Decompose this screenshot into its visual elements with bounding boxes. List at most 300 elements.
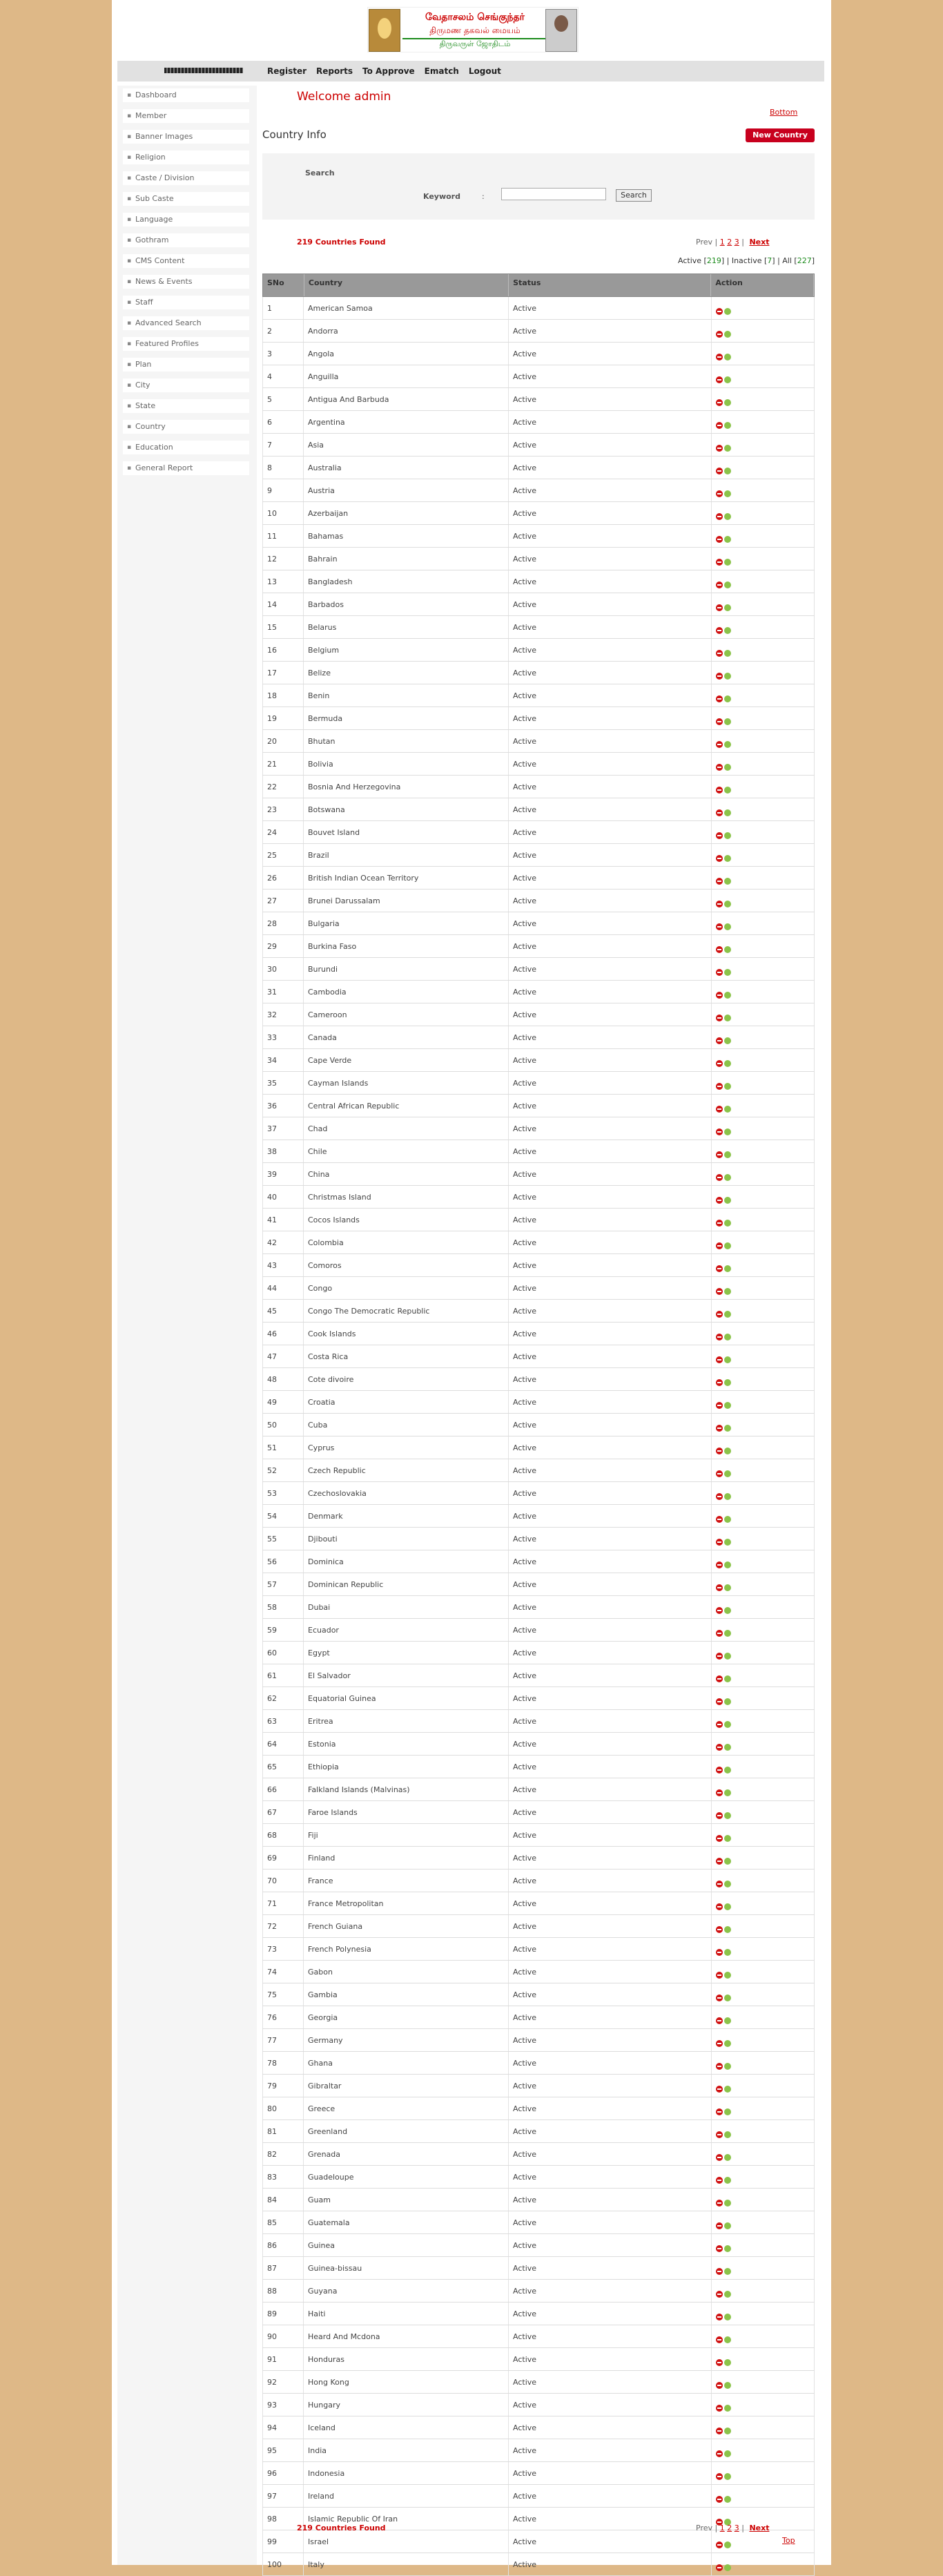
delete-icon[interactable] <box>716 2040 723 2047</box>
delete-icon[interactable] <box>716 1881 723 1887</box>
status-toggle-icon[interactable] <box>724 809 731 816</box>
status-toggle-icon[interactable] <box>724 650 731 657</box>
status-toggle-icon[interactable] <box>724 1584 731 1591</box>
status-toggle-icon[interactable] <box>724 559 731 566</box>
status-toggle-icon[interactable] <box>724 1083 731 1090</box>
sidebar-link[interactable]: ▪ Country <box>123 420 249 434</box>
status-toggle-icon[interactable] <box>724 1493 731 1500</box>
status-toggle-icon[interactable] <box>724 2200 731 2207</box>
top-link[interactable]: Top <box>782 2536 795 2545</box>
delete-icon[interactable] <box>716 2359 723 2366</box>
delete-icon[interactable] <box>716 809 723 816</box>
nav-register[interactable]: Register <box>267 66 307 76</box>
delete-icon[interactable] <box>716 1516 723 1523</box>
bottom-link[interactable]: Bottom <box>770 108 798 117</box>
delete-icon[interactable] <box>716 1812 723 1819</box>
status-toggle-icon[interactable] <box>724 718 731 725</box>
sidebar-link[interactable]: ▪ General Report <box>123 461 249 475</box>
status-filter <box>634 256 815 265</box>
filter-inactive-label[interactable]: ] | Inactive [ <box>721 256 768 265</box>
status-toggle-icon[interactable] <box>724 331 731 338</box>
cell-action <box>712 776 815 798</box>
delete-icon[interactable] <box>716 2268 723 2275</box>
sidebar-link[interactable]: ▪ Staff <box>123 296 249 309</box>
delete-icon[interactable] <box>716 2473 723 2480</box>
status-toggle-icon[interactable] <box>724 2154 731 2161</box>
delete-icon[interactable] <box>716 969 723 976</box>
sidebar-link[interactable]: ▪ Sub Caste <box>123 192 249 206</box>
delete-icon[interactable] <box>716 1015 723 1021</box>
cell-country: Egypt <box>304 1642 509 1664</box>
delete-icon[interactable] <box>716 354 723 361</box>
sidebar-link[interactable]: ▪ Language <box>123 213 249 227</box>
status-toggle-icon[interactable] <box>724 1881 731 1887</box>
cell-status: Active <box>509 411 712 433</box>
pager-next[interactable]: Next <box>749 238 770 247</box>
pager-next[interactable]: Next <box>749 2524 770 2532</box>
delete-icon[interactable] <box>716 718 723 725</box>
status-toggle-icon[interactable] <box>724 2131 731 2138</box>
delete-icon[interactable] <box>716 1584 723 1591</box>
pager-page-1[interactable]: 1 <box>719 2524 725 2532</box>
delete-icon[interactable] <box>716 650 723 657</box>
cell-country: Indonesia <box>304 2462 509 2484</box>
delete-icon[interactable] <box>716 2496 723 2503</box>
cell-country: Bosnia And Herzegovina <box>304 776 509 798</box>
delete-icon[interactable] <box>716 2405 723 2412</box>
status-toggle-icon[interactable] <box>724 1995 731 2001</box>
status-toggle-icon[interactable] <box>724 878 731 885</box>
table-row <box>262 1938 815 1961</box>
sidebar-link[interactable]: ▪ Education <box>123 441 249 454</box>
status-toggle-icon[interactable] <box>724 2291 731 2298</box>
status-toggle-icon[interactable] <box>724 1539 731 1546</box>
delete-icon[interactable] <box>716 1926 723 1933</box>
sidebar-link[interactable]: ▪ Featured Profiles <box>123 337 249 351</box>
status-toggle-icon[interactable] <box>724 1607 731 1614</box>
cell-sno: 55 <box>262 1528 304 1550</box>
status-toggle-icon[interactable] <box>724 1220 731 1227</box>
sidebar-link[interactable]: ▪ Gothram <box>123 233 249 247</box>
status-toggle-icon[interactable] <box>724 1721 731 1728</box>
delete-icon[interactable] <box>716 2245 723 2252</box>
delete-icon[interactable] <box>716 581 723 588</box>
delete-icon[interactable] <box>716 1242 723 1249</box>
delete-icon[interactable] <box>716 604 723 611</box>
delete-icon[interactable] <box>716 376 723 383</box>
nav-to-approve[interactable]: To Approve <box>362 66 415 76</box>
keyword-input[interactable] <box>501 188 606 200</box>
cell-sno: 42 <box>262 1231 304 1253</box>
status-toggle-icon[interactable] <box>724 1265 731 1272</box>
status-toggle-icon[interactable] <box>724 1356 731 1363</box>
delete-icon[interactable] <box>716 1174 723 1181</box>
cell-action <box>712 2143 815 2165</box>
cell-country: Denmark <box>304 1505 509 1527</box>
status-toggle-icon[interactable] <box>724 354 731 361</box>
status-toggle-icon[interactable] <box>724 2314 731 2320</box>
status-toggle-icon[interactable] <box>724 969 731 976</box>
status-toggle-icon[interactable] <box>724 946 731 953</box>
pager-page-2[interactable]: 2 <box>727 2524 732 2532</box>
status-toggle-icon[interactable] <box>724 1060 731 1067</box>
delete-icon[interactable] <box>716 1675 723 1682</box>
delete-icon[interactable] <box>716 2177 723 2184</box>
status-toggle-icon[interactable] <box>724 1470 731 1477</box>
site-logo[interactable] <box>367 7 579 52</box>
status-toggle-icon[interactable] <box>724 1926 731 1933</box>
nav-ematch[interactable]: Ematch <box>424 66 459 76</box>
table-row <box>262 1847 815 1869</box>
cell-action <box>712 1710 815 1732</box>
status-toggle-icon[interactable] <box>724 399 731 406</box>
delete-icon[interactable] <box>716 1334 723 1340</box>
delete-icon[interactable] <box>716 2131 723 2138</box>
delete-icon[interactable] <box>716 1493 723 1500</box>
status-toggle-icon[interactable] <box>724 2473 731 2480</box>
status-toggle-icon[interactable] <box>724 1949 731 1956</box>
status-toggle-icon[interactable] <box>724 1835 731 1842</box>
status-toggle-icon[interactable] <box>724 1630 731 1637</box>
status-toggle-icon[interactable] <box>724 2359 731 2366</box>
status-toggle-icon[interactable] <box>724 2108 731 2115</box>
status-toggle-icon[interactable] <box>724 2017 731 2024</box>
delete-icon[interactable] <box>716 1379 723 1386</box>
cell-sno: 74 <box>262 1961 304 1983</box>
delete-icon[interactable] <box>716 1311 723 1318</box>
delete-icon[interactable] <box>716 946 723 953</box>
delete-icon[interactable] <box>716 1402 723 1409</box>
cell-action <box>712 1026 815 1048</box>
sidebar-link[interactable]: ▪ State <box>123 399 249 413</box>
status-toggle-icon[interactable] <box>724 741 731 748</box>
delete-icon[interactable] <box>716 741 723 748</box>
sidebar-link[interactable]: ▪ Caste / Division <box>123 171 249 185</box>
delete-icon[interactable] <box>716 923 723 930</box>
delete-icon[interactable] <box>716 1539 723 1546</box>
delete-icon[interactable] <box>716 1789 723 1796</box>
cell-sno: 78 <box>262 2052 304 2074</box>
delete-icon[interactable] <box>716 2428 723 2434</box>
delete-icon[interactable] <box>716 468 723 474</box>
status-toggle-icon[interactable] <box>724 2382 731 2389</box>
delete-icon[interactable] <box>716 2108 723 2115</box>
cell-status: Active <box>509 1573 712 1595</box>
delete-icon[interactable] <box>716 627 723 634</box>
status-toggle-icon[interactable] <box>724 2496 731 2503</box>
delete-icon[interactable] <box>716 1197 723 1204</box>
delete-icon[interactable] <box>716 992 723 999</box>
cell-status: Active <box>509 1710 712 1732</box>
cell-action <box>712 2553 815 2575</box>
status-toggle-icon[interactable] <box>724 490 731 497</box>
cell-status: Active <box>509 1505 712 1527</box>
status-toggle-icon[interactable] <box>724 1242 731 1249</box>
delete-icon[interactable] <box>716 1128 723 1135</box>
status-toggle-icon[interactable] <box>724 1106 731 1113</box>
status-toggle-icon[interactable] <box>724 1767 731 1774</box>
status-toggle-icon[interactable] <box>724 1675 731 1682</box>
delete-icon[interactable] <box>716 1037 723 1044</box>
status-toggle-icon[interactable] <box>724 2086 731 2093</box>
delete-icon[interactable] <box>716 1470 723 1477</box>
delete-icon[interactable] <box>716 1220 723 1227</box>
table-row <box>262 1961 815 1983</box>
delete-icon[interactable] <box>716 1288 723 1295</box>
status-toggle-icon[interactable] <box>724 2222 731 2229</box>
delete-icon[interactable] <box>716 1949 723 1956</box>
sidebar-link[interactable]: ▪ Banner Images <box>123 130 249 144</box>
status-toggle-icon[interactable] <box>724 1311 731 1318</box>
delete-icon[interactable] <box>716 901 723 907</box>
delete-icon[interactable] <box>716 1721 723 1728</box>
sidebar-link[interactable]: ▪ Advanced Search <box>123 316 249 330</box>
delete-icon[interactable] <box>716 673 723 680</box>
cell-status: Active <box>509 365 712 387</box>
status-toggle-icon[interactable] <box>724 764 731 771</box>
delete-icon[interactable] <box>716 1106 723 1113</box>
delete-icon[interactable] <box>716 1744 723 1751</box>
sidebar-link[interactable]: ▪ Dashboard <box>123 88 249 102</box>
pager-page-3[interactable]: 3 <box>734 238 739 247</box>
cell-sno: 92 <box>262 2371 304 2393</box>
pager-page-1[interactable]: 1 <box>719 238 725 247</box>
delete-icon[interactable] <box>716 2222 723 2229</box>
delete-icon[interactable] <box>716 308 723 315</box>
delete-icon[interactable] <box>716 2564 723 2571</box>
delete-icon[interactable] <box>716 1607 723 1614</box>
status-toggle-icon[interactable] <box>724 1334 731 1340</box>
cell-action <box>712 684 815 707</box>
delete-icon[interactable] <box>716 764 723 771</box>
table-row <box>262 2006 815 2029</box>
delete-icon[interactable] <box>716 2200 723 2207</box>
table-row <box>262 2234 815 2257</box>
status-toggle-icon[interactable] <box>724 1448 731 1454</box>
sidebar-link[interactable]: ▪ Plan <box>123 358 249 372</box>
status-toggle-icon[interactable] <box>724 2564 731 2571</box>
status-toggle-icon[interactable] <box>724 1128 731 1135</box>
search-heading: Search <box>305 169 335 177</box>
status-toggle-icon[interactable] <box>724 581 731 588</box>
cell-status: Active <box>509 890 712 912</box>
delete-icon[interactable] <box>716 1903 723 1910</box>
status-toggle-icon[interactable] <box>724 536 731 543</box>
delete-icon[interactable] <box>716 1083 723 1090</box>
cell-status: Active <box>509 1049 712 1071</box>
cell-country: Israel <box>304 2530 509 2553</box>
sidebar-link[interactable]: ▪ CMS Content <box>123 254 249 268</box>
delete-icon[interactable] <box>716 331 723 338</box>
delete-icon[interactable] <box>716 422 723 429</box>
delete-icon[interactable] <box>716 2450 723 2457</box>
delete-icon[interactable] <box>716 2314 723 2320</box>
delete-icon[interactable] <box>716 2086 723 2093</box>
status-toggle-icon[interactable] <box>724 2177 731 2184</box>
delete-icon[interactable] <box>716 2382 723 2389</box>
sidebar-link[interactable]: ▪ Religion <box>123 151 249 164</box>
table-row <box>262 1573 815 1596</box>
cell-action <box>712 912 815 934</box>
cell-status: Active <box>509 2280 712 2302</box>
delete-icon[interactable] <box>716 2154 723 2161</box>
status-toggle-icon[interactable] <box>724 604 731 611</box>
search-button[interactable]: Search <box>616 189 652 202</box>
status-toggle-icon[interactable] <box>724 2450 731 2457</box>
cell-sno: 45 <box>262 1300 304 1322</box>
status-toggle-icon[interactable] <box>724 855 731 862</box>
delete-icon[interactable] <box>716 855 723 862</box>
delete-icon[interactable] <box>716 832 723 839</box>
delete-icon[interactable] <box>716 2291 723 2298</box>
delete-icon[interactable] <box>716 1265 723 1272</box>
status-toggle-icon[interactable] <box>724 2268 731 2275</box>
status-toggle-icon[interactable] <box>724 673 731 680</box>
status-toggle-icon[interactable] <box>724 923 731 930</box>
status-toggle-icon[interactable] <box>724 787 731 794</box>
delete-icon[interactable] <box>716 490 723 497</box>
status-toggle-icon[interactable] <box>724 1698 731 1705</box>
sidebar-link[interactable]: ▪ Member <box>123 109 249 123</box>
cell-action <box>712 593 815 615</box>
status-toggle-icon[interactable] <box>724 1972 731 1979</box>
delete-icon[interactable] <box>716 1653 723 1660</box>
delete-icon[interactable] <box>716 1448 723 1454</box>
filter-active-label[interactable]: Active [ <box>678 256 707 265</box>
status-toggle-icon[interactable] <box>724 1561 731 1568</box>
status-toggle-icon[interactable] <box>724 695 731 702</box>
delete-icon[interactable] <box>716 787 723 794</box>
status-toggle-icon[interactable] <box>724 832 731 839</box>
status-toggle-icon[interactable] <box>724 1379 731 1386</box>
delete-icon[interactable] <box>716 1835 723 1842</box>
cell-sno: 23 <box>262 798 304 820</box>
cell-country: Benin <box>304 684 509 707</box>
delete-icon[interactable] <box>716 445 723 452</box>
status-toggle-icon[interactable] <box>724 1425 731 1432</box>
status-toggle-icon[interactable] <box>724 2063 731 2070</box>
country-table <box>262 273 815 2576</box>
new-country-button[interactable]: New Country <box>746 128 815 142</box>
status-toggle-icon[interactable] <box>724 376 731 383</box>
status-toggle-icon[interactable] <box>724 1903 731 1910</box>
nav-logout[interactable]: Logout <box>468 66 501 76</box>
status-toggle-icon[interactable] <box>724 2405 731 2412</box>
delete-icon[interactable] <box>716 399 723 406</box>
status-toggle-icon[interactable] <box>724 1151 731 1158</box>
status-toggle-icon[interactable] <box>724 1858 731 1865</box>
cell-status: Active <box>509 753 712 775</box>
delete-icon[interactable] <box>716 1060 723 1067</box>
status-toggle-icon[interactable] <box>724 992 731 999</box>
status-toggle-icon[interactable] <box>724 1015 731 1021</box>
status-toggle-icon[interactable] <box>724 1653 731 1660</box>
cell-action <box>712 1778 815 1800</box>
status-toggle-icon[interactable] <box>724 1516 731 1523</box>
status-toggle-icon[interactable] <box>724 1744 731 1751</box>
cell-sno: 51 <box>262 1436 304 1459</box>
delete-icon[interactable] <box>716 1151 723 1158</box>
cell-sno: 84 <box>262 2189 304 2211</box>
cell-country: Hungary <box>304 2394 509 2416</box>
cell-action <box>712 1186 815 1208</box>
delete-icon[interactable] <box>716 1972 723 1979</box>
cell-sno: 83 <box>262 2166 304 2188</box>
cell-status: Active <box>509 1140 712 1162</box>
cell-action <box>712 1459 815 1481</box>
status-toggle-icon[interactable] <box>724 1197 731 1204</box>
delete-icon[interactable] <box>716 1767 723 1774</box>
table-row <box>262 570 815 593</box>
countries-found-bottom: 219 Countries Found <box>297 2524 386 2532</box>
status-toggle-icon[interactable] <box>724 627 731 634</box>
welcome-message: Welcome admin <box>297 90 391 104</box>
delete-icon[interactable] <box>716 513 723 520</box>
delete-icon[interactable] <box>716 1995 723 2001</box>
cell-status: Active <box>509 297 712 319</box>
status-toggle-icon[interactable] <box>724 1174 731 1181</box>
cell-country: Anguilla <box>304 365 509 387</box>
status-toggle-icon[interactable] <box>724 2428 731 2434</box>
cell-action <box>712 2257 815 2279</box>
status-toggle-icon[interactable] <box>724 1789 731 1796</box>
delete-icon[interactable] <box>716 1356 723 1363</box>
filter-all-label[interactable]: ] | All [ <box>772 256 797 265</box>
sidebar-link[interactable]: ▪ News & Events <box>123 275 249 289</box>
status-toggle-icon[interactable] <box>724 422 731 429</box>
status-toggle-icon[interactable] <box>724 2040 731 2047</box>
delete-icon[interactable] <box>716 878 723 885</box>
delete-icon[interactable] <box>716 695 723 702</box>
cell-sno: 15 <box>262 616 304 638</box>
delete-icon[interactable] <box>716 559 723 566</box>
status-toggle-icon[interactable] <box>724 1037 731 1044</box>
sidebar-link[interactable]: ▪ City <box>123 378 249 392</box>
delete-icon[interactable] <box>716 1561 723 1568</box>
delete-icon[interactable] <box>716 2336 723 2343</box>
cell-status: Active <box>509 1026 712 1048</box>
status-toggle-icon[interactable] <box>724 1402 731 1409</box>
status-toggle-icon[interactable] <box>724 1288 731 1295</box>
status-toggle-icon[interactable] <box>724 468 731 474</box>
pager-page-2[interactable]: 2 <box>727 238 732 247</box>
delete-icon[interactable] <box>716 1698 723 1705</box>
nav-reports[interactable]: Reports <box>316 66 353 76</box>
cell-action <box>712 1596 815 1618</box>
delete-icon[interactable] <box>716 2063 723 2070</box>
status-toggle-icon[interactable] <box>724 1812 731 1819</box>
delete-icon[interactable] <box>716 1858 723 1865</box>
cell-sno: 22 <box>262 776 304 798</box>
cell-action <box>712 935 815 957</box>
delete-icon[interactable] <box>716 536 723 543</box>
status-toggle-icon[interactable] <box>724 308 731 315</box>
status-toggle-icon[interactable] <box>724 901 731 907</box>
cell-country: Burkina Faso <box>304 935 509 957</box>
cell-status: Active <box>509 1254 712 1276</box>
delete-icon[interactable] <box>716 2017 723 2024</box>
cell-sno: 19 <box>262 707 304 729</box>
pager-page-3[interactable]: 3 <box>734 2524 739 2532</box>
delete-icon[interactable] <box>716 1425 723 1432</box>
status-toggle-icon[interactable] <box>724 513 731 520</box>
status-toggle-icon[interactable] <box>724 2245 731 2252</box>
delete-icon[interactable] <box>716 1630 723 1637</box>
status-toggle-icon[interactable] <box>724 445 731 452</box>
delete-icon[interactable] <box>716 2541 723 2548</box>
status-toggle-icon[interactable] <box>724 2336 731 2343</box>
status-toggle-icon[interactable] <box>724 2541 731 2548</box>
